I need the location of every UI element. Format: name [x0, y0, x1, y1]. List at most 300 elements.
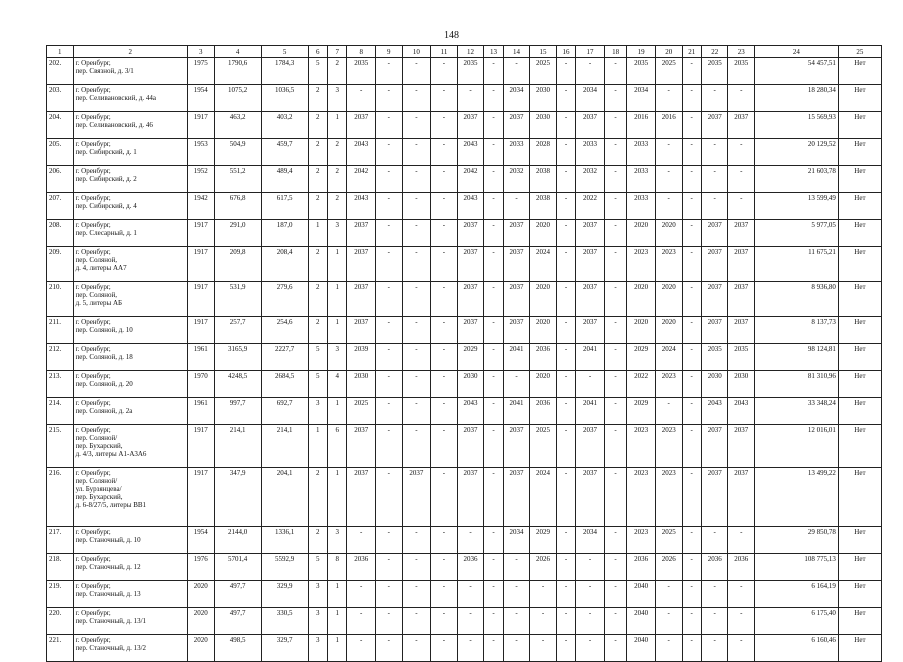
- cell-col-25: Нет: [838, 468, 881, 527]
- table-row: [47, 166, 882, 193]
- cell-col-23: -: [728, 608, 755, 635]
- cell-col-17: -: [576, 608, 605, 635]
- address-line: пер. Соляной, д. 10: [75, 326, 133, 334]
- cell-col-5: 254,6: [261, 317, 308, 344]
- cell-col-18: -: [604, 398, 626, 425]
- cell-col-22: -: [701, 608, 728, 635]
- cell-col-21: -: [682, 282, 701, 317]
- column-number-1: 1: [47, 46, 74, 58]
- cell-col-10: -: [402, 635, 431, 662]
- cell-col-9: -: [376, 282, 403, 317]
- cell-col-5: 692,7: [261, 398, 308, 425]
- cell-col-18: -: [604, 554, 626, 581]
- cell-col-19: 2020: [627, 317, 656, 344]
- cell-col-14: 2032: [503, 166, 530, 193]
- cell-col-21: -: [682, 581, 701, 608]
- column-number-18: 18: [604, 46, 626, 58]
- cell-col-11: -: [431, 317, 458, 344]
- cell-col-4: 463,2: [214, 112, 261, 139]
- cell-col-15: 2020: [530, 371, 557, 398]
- cell-col-11: -: [431, 371, 458, 398]
- cell-col-7: 2: [327, 58, 346, 85]
- cell-col-6: 2: [308, 468, 327, 527]
- cell-col-21: -: [682, 398, 701, 425]
- table-row: [47, 635, 882, 662]
- row-number-cell: 202.: [47, 58, 74, 85]
- cell-col-13: -: [484, 371, 503, 398]
- cell-col-8: 2037: [347, 317, 376, 344]
- cell-col-4: 209,8: [214, 247, 261, 282]
- cell-col-17: 2037: [576, 247, 605, 282]
- cell-col-11: -: [431, 282, 458, 317]
- address-line: г. Оренбург,: [75, 636, 111, 644]
- cell-col-9: -: [376, 608, 403, 635]
- cell-col-18: -: [604, 139, 626, 166]
- cell-col-7: 3: [327, 527, 346, 554]
- cell-col-21: -: [682, 635, 701, 662]
- cell-col-4: 1790,6: [214, 58, 261, 85]
- cell-col-10: -: [402, 112, 431, 139]
- cell-col-24: 13 599,49: [755, 193, 839, 220]
- cell-col-11: -: [431, 139, 458, 166]
- cell-col-11: -: [431, 608, 458, 635]
- cell-col-12: 2037: [457, 317, 484, 344]
- cell-col-7: 3: [327, 344, 346, 371]
- cell-col-11: -: [431, 85, 458, 112]
- cell-col-11: -: [431, 468, 458, 527]
- cell-col-17: -: [576, 554, 605, 581]
- address-cell: [73, 344, 187, 371]
- cell-col-7: 4: [327, 371, 346, 398]
- cell-col-17: -: [576, 371, 605, 398]
- cell-col-10: -: [402, 85, 431, 112]
- cell-col-12: -: [457, 608, 484, 635]
- cell-col-16: -: [556, 139, 575, 166]
- cell-col-23: 2030: [728, 371, 755, 398]
- cell-col-19: 2029: [627, 344, 656, 371]
- cell-col-6: 3: [308, 608, 327, 635]
- address-line: г. Оренбург,: [75, 194, 111, 202]
- cell-col-12: -: [457, 527, 484, 554]
- address-line: пер. Бухарский,: [75, 493, 123, 501]
- cell-col-18: -: [604, 282, 626, 317]
- cell-col-3: 1917: [188, 425, 215, 468]
- cell-col-15: 2030: [530, 112, 557, 139]
- cell-col-3: 2020: [188, 608, 215, 635]
- cell-col-25: Нет: [838, 317, 881, 344]
- cell-col-11: -: [431, 527, 458, 554]
- column-number-22: 22: [701, 46, 728, 58]
- address-cell: [73, 139, 187, 166]
- cell-col-25: Нет: [838, 282, 881, 317]
- address-line: г. Оренбург,: [75, 609, 111, 617]
- cell-col-25: Нет: [838, 398, 881, 425]
- cell-col-7: 1: [327, 635, 346, 662]
- cell-col-13: -: [484, 85, 503, 112]
- cell-col-3: 1917: [188, 468, 215, 527]
- cell-col-24: 5 977,05: [755, 220, 839, 247]
- cell-col-24: 81 310,96: [755, 371, 839, 398]
- cell-col-7: 1: [327, 468, 346, 527]
- address-line: г. Оренбург,: [75, 283, 111, 291]
- cell-col-23: -: [728, 527, 755, 554]
- cell-col-7: 8: [327, 554, 346, 581]
- cell-col-6: 5: [308, 554, 327, 581]
- cell-col-12: 2043: [457, 398, 484, 425]
- address-line: г. Оренбург,: [75, 372, 111, 380]
- column-number-25: 25: [838, 46, 881, 58]
- cell-col-23: -: [728, 193, 755, 220]
- cell-col-22: -: [701, 166, 728, 193]
- column-number-5: 5: [261, 46, 308, 58]
- table-row: [47, 554, 882, 581]
- cell-col-20: 2023: [655, 247, 682, 282]
- cell-col-13: -: [484, 58, 503, 85]
- cell-col-16: -: [556, 85, 575, 112]
- cell-col-16: -: [556, 554, 575, 581]
- cell-col-24: 12 016,01: [755, 425, 839, 468]
- cell-col-18: -: [604, 527, 626, 554]
- cell-col-25: Нет: [838, 425, 881, 468]
- cell-col-25: Нет: [838, 371, 881, 398]
- cell-col-6: 2: [308, 317, 327, 344]
- address-cell: [73, 527, 187, 554]
- address-line: г. Оренбург,: [75, 140, 111, 148]
- cell-col-7: 2: [327, 193, 346, 220]
- cell-col-5: 330,5: [261, 608, 308, 635]
- cell-col-20: -: [655, 166, 682, 193]
- address-line: г. Оренбург,: [75, 345, 111, 353]
- address-cell: [73, 247, 187, 282]
- row-number-cell: 206.: [47, 166, 74, 193]
- cell-col-9: -: [376, 85, 403, 112]
- cell-col-17: 2041: [576, 398, 605, 425]
- cell-col-16: -: [556, 220, 575, 247]
- address-line: пер. Соляной,: [75, 291, 117, 299]
- cell-col-12: 2043: [457, 193, 484, 220]
- cell-col-19: 2022: [627, 371, 656, 398]
- cell-col-20: 2020: [655, 282, 682, 317]
- cell-col-14: 2037: [503, 247, 530, 282]
- cell-col-9: -: [376, 193, 403, 220]
- cell-col-22: 2036: [701, 554, 728, 581]
- row-number-cell: 220.: [47, 608, 74, 635]
- cell-col-6: 2: [308, 282, 327, 317]
- column-number-24: 24: [755, 46, 839, 58]
- cell-col-22: 2037: [701, 425, 728, 468]
- cell-col-20: 2023: [655, 425, 682, 468]
- cell-col-19: 2020: [627, 282, 656, 317]
- cell-col-14: 2041: [503, 344, 530, 371]
- column-number-3: 3: [188, 46, 215, 58]
- row-number-cell: 207.: [47, 193, 74, 220]
- address-line: г. Оренбург,: [75, 582, 111, 590]
- row-number-cell: 208.: [47, 220, 74, 247]
- page-number: 148: [444, 30, 459, 41]
- cell-col-13: -: [484, 554, 503, 581]
- cell-col-9: -: [376, 425, 403, 468]
- table-row: [47, 220, 882, 247]
- address-line: пер. Бухарский,: [75, 442, 123, 450]
- row-number-cell: 221.: [47, 635, 74, 662]
- address-cell: [73, 112, 187, 139]
- address-cell: [73, 317, 187, 344]
- cell-col-11: -: [431, 581, 458, 608]
- cell-col-11: -: [431, 247, 458, 282]
- cell-col-13: -: [484, 112, 503, 139]
- cell-col-19: 2040: [627, 581, 656, 608]
- cell-col-6: 2: [308, 527, 327, 554]
- cell-col-23: 2035: [728, 344, 755, 371]
- cell-col-24: 8 137,73: [755, 317, 839, 344]
- column-number-6: 6: [308, 46, 327, 58]
- cell-col-12: -: [457, 635, 484, 662]
- address-line: г. Оренбург,: [75, 221, 111, 229]
- cell-col-5: 617,5: [261, 193, 308, 220]
- cell-col-18: -: [604, 581, 626, 608]
- cell-col-18: -: [604, 85, 626, 112]
- cell-col-17: 2033: [576, 139, 605, 166]
- cell-col-11: -: [431, 344, 458, 371]
- cell-col-15: 2036: [530, 398, 557, 425]
- cell-col-5: 489,4: [261, 166, 308, 193]
- cell-col-19: 2020: [627, 220, 656, 247]
- address-line: д. 6-8/27/5, литеры ВВ1: [75, 501, 147, 509]
- cell-col-24: 20 129,52: [755, 139, 839, 166]
- table-row: [47, 282, 882, 317]
- cell-col-15: -: [530, 635, 557, 662]
- cell-col-25: Нет: [838, 139, 881, 166]
- cell-col-12: 2029: [457, 344, 484, 371]
- cell-col-7: 1: [327, 581, 346, 608]
- address-line: пер. Селивановский, д. 44а: [75, 94, 157, 102]
- cell-col-9: -: [376, 139, 403, 166]
- cell-col-18: -: [604, 371, 626, 398]
- cell-col-8: 2035: [347, 58, 376, 85]
- cell-col-14: 2037: [503, 425, 530, 468]
- address-cell: [73, 608, 187, 635]
- cell-col-21: -: [682, 85, 701, 112]
- cell-col-12: 2037: [457, 112, 484, 139]
- cell-col-24: 6 160,46: [755, 635, 839, 662]
- row-number-cell: 209.: [47, 247, 74, 282]
- cell-col-8: 2037: [347, 425, 376, 468]
- address-line: пер. Соляной, д. 20: [75, 380, 133, 388]
- cell-col-9: -: [376, 554, 403, 581]
- cell-col-8: 2037: [347, 247, 376, 282]
- cell-col-20: -: [655, 581, 682, 608]
- cell-col-8: -: [347, 527, 376, 554]
- cell-col-19: 2023: [627, 527, 656, 554]
- cell-col-21: -: [682, 193, 701, 220]
- cell-col-20: 2020: [655, 220, 682, 247]
- cell-col-3: 1917: [188, 282, 215, 317]
- row-number-cell: 218.: [47, 554, 74, 581]
- cell-col-18: -: [604, 220, 626, 247]
- cell-col-3: 1975: [188, 58, 215, 85]
- cell-col-9: -: [376, 635, 403, 662]
- cell-col-8: -: [347, 581, 376, 608]
- cell-col-6: 3: [308, 398, 327, 425]
- cell-col-6: 2: [308, 166, 327, 193]
- cell-col-11: -: [431, 193, 458, 220]
- row-number-cell: 214.: [47, 398, 74, 425]
- column-number-header: [47, 46, 882, 58]
- cell-col-15: 2025: [530, 425, 557, 468]
- cell-col-18: -: [604, 247, 626, 282]
- cell-col-9: -: [376, 247, 403, 282]
- cell-col-5: 2684,5: [261, 371, 308, 398]
- cell-col-23: 2037: [728, 468, 755, 527]
- cell-col-21: -: [682, 166, 701, 193]
- address-line: пер. Селивановский, д. 46: [75, 121, 153, 129]
- cell-col-16: -: [556, 166, 575, 193]
- cell-col-6: 2: [308, 112, 327, 139]
- cell-col-15: 2026: [530, 554, 557, 581]
- cell-col-4: 497,7: [214, 581, 261, 608]
- cell-col-22: -: [701, 581, 728, 608]
- address-cell: [73, 220, 187, 247]
- cell-col-25: Нет: [838, 112, 881, 139]
- cell-col-12: 2030: [457, 371, 484, 398]
- cell-col-14: -: [503, 371, 530, 398]
- cell-col-8: 2025: [347, 398, 376, 425]
- cell-col-17: 2034: [576, 527, 605, 554]
- cell-col-6: 5: [308, 58, 327, 85]
- cell-col-13: -: [484, 527, 503, 554]
- cell-col-17: 2034: [576, 85, 605, 112]
- cell-col-13: -: [484, 139, 503, 166]
- cell-col-13: -: [484, 425, 503, 468]
- cell-col-22: -: [701, 193, 728, 220]
- address-line: пер. Станочный, д. 12: [75, 563, 141, 571]
- cell-col-19: 2023: [627, 425, 656, 468]
- address-line: пер. Соляной/: [75, 477, 118, 485]
- cell-col-6: 2: [308, 247, 327, 282]
- cell-col-24: 29 850,78: [755, 527, 839, 554]
- cell-col-14: 2037: [503, 220, 530, 247]
- cell-col-4: 347,9: [214, 468, 261, 527]
- cell-col-6: 2: [308, 193, 327, 220]
- address-line: пер. Соляной,: [75, 256, 117, 264]
- cell-col-21: -: [682, 468, 701, 527]
- cell-col-5: 208,4: [261, 247, 308, 282]
- cell-col-21: -: [682, 425, 701, 468]
- cell-col-22: 2037: [701, 220, 728, 247]
- address-line: г. Оренбург,: [75, 113, 111, 121]
- address-line: г. Оренбург,: [75, 318, 111, 326]
- cell-col-16: -: [556, 398, 575, 425]
- row-number-cell: 217.: [47, 527, 74, 554]
- cell-col-16: -: [556, 608, 575, 635]
- table-row: [47, 468, 882, 527]
- cell-col-9: -: [376, 344, 403, 371]
- table-row: [47, 608, 882, 635]
- cell-col-11: -: [431, 398, 458, 425]
- cell-col-20: 2025: [655, 527, 682, 554]
- address-line: д. 4, литеры АА7: [75, 264, 127, 272]
- cell-col-24: 11 675,21: [755, 247, 839, 282]
- cell-col-7: 1: [327, 398, 346, 425]
- cell-col-11: -: [431, 220, 458, 247]
- cell-col-23: 2043: [728, 398, 755, 425]
- cell-col-14: 2033: [503, 139, 530, 166]
- cell-col-20: -: [655, 398, 682, 425]
- cell-col-10: -: [402, 193, 431, 220]
- cell-col-8: 2030: [347, 371, 376, 398]
- address-cell: [73, 581, 187, 608]
- table-row: [47, 371, 882, 398]
- cell-col-21: -: [682, 608, 701, 635]
- cell-col-25: Нет: [838, 608, 881, 635]
- address-line: ул. Бурзянцева/: [75, 485, 122, 493]
- cell-col-22: 2043: [701, 398, 728, 425]
- cell-col-21: -: [682, 371, 701, 398]
- row-number-cell: 204.: [47, 112, 74, 139]
- cell-col-19: 2029: [627, 398, 656, 425]
- address-line: пер. Сибирский, д. 2: [75, 175, 137, 183]
- cell-col-14: -: [503, 581, 530, 608]
- cell-col-10: -: [402, 282, 431, 317]
- cell-col-12: 2037: [457, 468, 484, 527]
- cell-col-25: Нет: [838, 635, 881, 662]
- cell-col-25: Нет: [838, 554, 881, 581]
- cell-col-15: 2020: [530, 317, 557, 344]
- cell-col-16: -: [556, 317, 575, 344]
- cell-col-3: 1976: [188, 554, 215, 581]
- address-cell: [73, 85, 187, 112]
- cell-col-15: -: [530, 608, 557, 635]
- cell-col-6: 1: [308, 425, 327, 468]
- cell-col-12: -: [457, 581, 484, 608]
- cell-col-23: -: [728, 581, 755, 608]
- cell-col-5: 329,7: [261, 635, 308, 662]
- cell-col-18: -: [604, 317, 626, 344]
- cell-col-10: -: [402, 247, 431, 282]
- address-line: пер. Станочный, д. 13/2: [75, 644, 147, 652]
- cell-col-8: 2043: [347, 193, 376, 220]
- table-row: [47, 425, 882, 468]
- cell-col-14: -: [503, 193, 530, 220]
- cell-col-4: 4248,5: [214, 371, 261, 398]
- cell-col-3: 1970: [188, 371, 215, 398]
- row-number-cell: 213.: [47, 371, 74, 398]
- cell-col-24: 21 603,78: [755, 166, 839, 193]
- address-line: д. 4/3, литеры А1-А3А6: [75, 450, 147, 458]
- cell-col-10: -: [402, 220, 431, 247]
- cell-col-20: -: [655, 193, 682, 220]
- cell-col-18: -: [604, 58, 626, 85]
- address-line: пер. Связной, д. 3/1: [75, 67, 134, 75]
- cell-col-4: 498,5: [214, 635, 261, 662]
- cell-col-15: 2024: [530, 247, 557, 282]
- cell-col-4: 257,7: [214, 317, 261, 344]
- cell-col-20: -: [655, 85, 682, 112]
- cell-col-24: 6 164,19: [755, 581, 839, 608]
- address-line: пер. Станочный, д. 13: [75, 590, 141, 598]
- cell-col-25: Нет: [838, 247, 881, 282]
- cell-col-19: 2023: [627, 468, 656, 527]
- cell-col-15: -: [530, 581, 557, 608]
- cell-col-10: -: [402, 425, 431, 468]
- cell-col-18: -: [604, 608, 626, 635]
- cell-col-13: -: [484, 581, 503, 608]
- cell-col-11: -: [431, 112, 458, 139]
- cell-col-20: 2026: [655, 554, 682, 581]
- cell-col-15: 2020: [530, 282, 557, 317]
- cell-col-10: -: [402, 581, 431, 608]
- cell-col-15: 2030: [530, 85, 557, 112]
